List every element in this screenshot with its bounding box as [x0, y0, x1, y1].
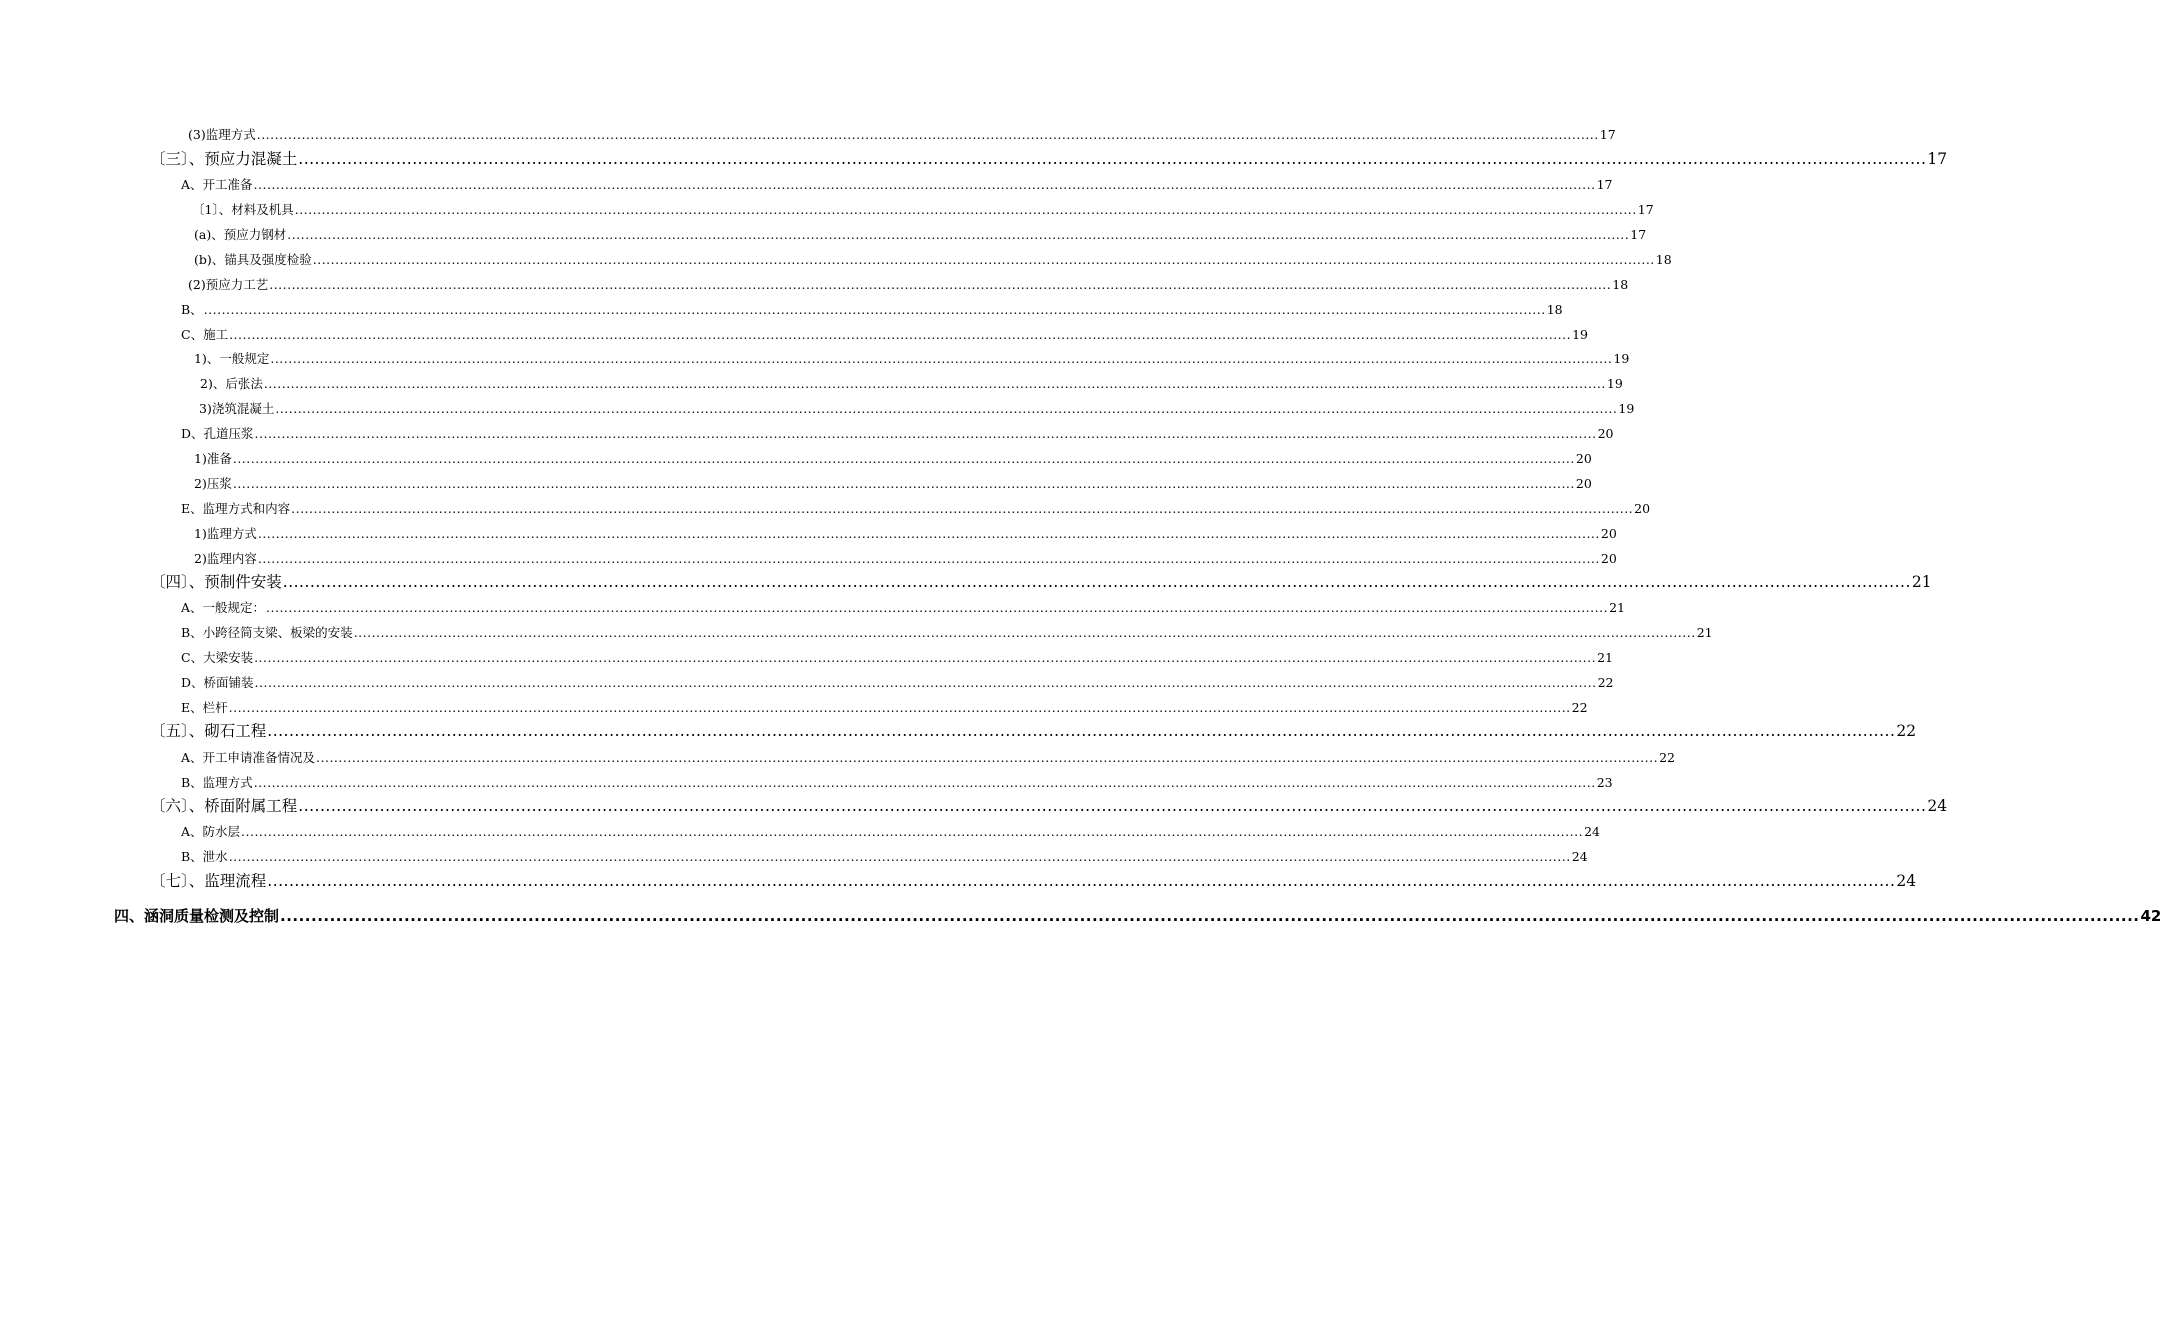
toc-entry-label: 3)浇筑混凝土	[199, 400, 275, 416]
toc-entry-page-number: 23	[1596, 774, 1613, 790]
toc-entry[interactable]	[194, 550, 1617, 566]
toc-entry[interactable]	[181, 674, 1614, 690]
toc-dot-leader: ............................................................................................................................................................................................................................................................................................................	[291, 500, 1634, 516]
toc-dot-leader: ............................................................................................................................................................................................................................................................................................................	[270, 350, 1613, 366]
toc-dot-leader: ............................................................................................................................................................................................................................................................................................................	[275, 400, 1618, 416]
toc-entry-label: C、大梁安装	[181, 649, 254, 665]
toc-entry-page-number: 17	[1630, 226, 1647, 242]
toc-entry-label: (2)预应力工艺	[188, 276, 269, 292]
toc-entry-label: 四、涵洞质量检测及控制	[114, 907, 280, 925]
toc-entry-page-number: 20	[1597, 425, 1614, 441]
toc-dot-leader: ............................................................................................................................................................................................................................................................................................................	[280, 907, 2140, 925]
toc-entry-label: 1)准备	[194, 450, 232, 466]
toc-entry-label: (a)、预应力钢材	[194, 226, 287, 242]
toc-entry[interactable]	[181, 176, 1613, 192]
toc-entry-label: 2)压浆	[194, 475, 232, 491]
toc-entry[interactable]	[188, 276, 1629, 292]
toc-entry[interactable]	[200, 375, 1623, 391]
toc-dot-leader: ............................................................................................................................................................................................................................................................................................................	[241, 823, 1584, 839]
toc-entry-label: 〔四〕、预制件安装	[150, 572, 282, 591]
toc-entry[interactable]	[194, 350, 1630, 366]
toc-entry-label: 〔五〕、砌石工程	[150, 721, 267, 740]
toc-dot-leader: ............................................................................................................................................................................................................................................................................................................	[254, 649, 1597, 665]
toc-entry[interactable]	[192, 201, 1654, 217]
toc-dot-leader: ............................................................................................................................................................................................................................................................................................................	[294, 201, 1637, 217]
toc-entry[interactable]	[181, 301, 1563, 317]
toc-dot-leader: ............................................................................................................................................................................................................................................................................................................	[232, 475, 1575, 491]
toc-dot-leader: ............................................................................................................................................................................................................................................................................................................	[228, 699, 1571, 715]
toc-entry-label: B、小跨径简支梁、板梁的安装	[181, 624, 353, 640]
toc-entry-page-number: 18	[1612, 276, 1629, 292]
toc-entry-page-number: 22	[1659, 749, 1675, 765]
toc-entry-label: 2)、后张法	[200, 375, 263, 391]
toc-dot-leader: ............................................................................................................................................................................................................................................................................................................	[269, 276, 1612, 292]
toc-entry[interactable]	[199, 400, 1635, 416]
toc-entry-label: A、开工申请准备情况及	[181, 749, 316, 765]
toc-entry[interactable]	[194, 226, 1647, 242]
toc-entry-label: (b)、锚具及强度检验	[194, 251, 312, 267]
toc-dot-leader: ............................................................................................................................................................................................................................................................................................................	[298, 149, 1927, 168]
toc-entry[interactable]	[181, 823, 1600, 839]
toc-entry-label: B、	[181, 301, 203, 317]
toc-dot-leader: ............................................................................................................................................................................................................................................................................................................	[353, 624, 1696, 640]
toc-entry-label: A、防水层	[181, 823, 241, 839]
toc-entry[interactable]	[150, 721, 1917, 740]
toc-entry[interactable]	[181, 624, 1713, 640]
toc-dot-leader: ............................................................................................................................................................................................................................................................................................................	[266, 599, 1609, 615]
toc-entry-page-number: 24	[1571, 848, 1588, 864]
toc-entry-label: 〔七〕、监理流程	[150, 871, 267, 890]
toc-entry-page-number: 17	[1637, 201, 1654, 217]
toc-entry-page-number: 20	[1634, 500, 1651, 516]
toc-entry[interactable]	[114, 907, 2161, 925]
toc-dot-leader: ............................................................................................................................................................................................................................................................................................................	[253, 774, 1596, 790]
toc-entry[interactable]	[150, 796, 1948, 815]
toc-entry[interactable]	[150, 149, 1948, 168]
toc-entry-page-number: 21	[1609, 599, 1625, 615]
toc-entry-label: E、监理方式和内容	[181, 500, 291, 516]
toc-entry-page-number: 17	[1596, 176, 1613, 192]
toc-entry-page-number: 22	[1597, 674, 1614, 690]
toc-entry-label: D、桥面铺装	[181, 674, 254, 690]
toc-entry-label: 1)、一般规定	[194, 350, 270, 366]
toc-entry[interactable]	[181, 500, 1651, 516]
toc-entry-page-number: 17	[1599, 126, 1616, 142]
toc-entry-page-number: 18	[1655, 251, 1672, 267]
toc-entry-page-number: 20	[1600, 525, 1617, 541]
toc-entry[interactable]	[194, 450, 1592, 466]
toc-entry[interactable]	[194, 475, 1592, 491]
toc-entry-page-number: 20	[1575, 450, 1592, 466]
toc-entry-page-number: 21	[1696, 624, 1713, 640]
toc-dot-leader: ............................................................................................................................................................................................................................................................................................................	[257, 525, 1600, 541]
toc-entry-label: 〔六〕、桥面附属工程	[150, 796, 298, 815]
toc-entry-label: A、一般规定：	[181, 599, 266, 615]
toc-entry[interactable]	[188, 126, 1616, 142]
toc-entry-page-number: 18	[1546, 301, 1563, 317]
toc-dot-leader: ............................................................................................................................................................................................................................................................................................................	[254, 674, 1597, 690]
toc-dot-leader: ............................................................................................................................................................................................................................................................................................................	[228, 848, 1571, 864]
toc-entry-label: D、孔道压浆	[181, 425, 254, 441]
toc-dot-leader: ............................................................................................................................................................................................................................................................................................................	[257, 550, 1600, 566]
toc-entry-page-number: 20	[1600, 550, 1617, 566]
toc-entry-page-number: 24	[1584, 823, 1600, 839]
toc-entry[interactable]	[181, 699, 1588, 715]
toc-entry-label: E、栏杆	[181, 699, 228, 715]
toc-entry[interactable]	[181, 649, 1614, 665]
toc-entry-label: C、施工	[181, 326, 229, 342]
toc-entry-label: 〔三〕、预应力混凝土	[150, 149, 298, 168]
toc-dot-leader: ............................................................................................................................................................................................................................................................................................................	[282, 572, 1911, 591]
toc-entry-label: (3)监理方式	[188, 126, 256, 142]
toc-entry-page-number: 20	[1575, 475, 1592, 491]
toc-dot-leader: ............................................................................................................................................................................................................................................................................................................	[232, 450, 1575, 466]
toc-dot-leader: ............................................................................................................................................................................................................................................................................................................	[312, 251, 1655, 267]
toc-entry-page-number: 19	[1618, 400, 1635, 416]
toc-dot-leader: ............................................................................................................................................................................................................................................................................................................	[263, 375, 1606, 391]
toc-entry-page-number: 19	[1572, 326, 1589, 342]
toc-dot-leader: ............................................................................................................................................................................................................................................................................................................	[229, 326, 1572, 342]
toc-entry[interactable]	[150, 871, 1917, 890]
toc-entry-label: 1)监理方式	[194, 525, 257, 541]
toc-entry-page-number: 21	[1911, 572, 1932, 591]
toc-dot-leader: ............................................................................................................................................................................................................................................................................................................	[267, 721, 1896, 740]
toc-dot-leader: ............................................................................................................................................................................................................................................................................................................	[316, 749, 1659, 765]
toc-entry-page-number: 22	[1571, 699, 1588, 715]
toc-entry-label: A、开工准备	[181, 176, 253, 192]
toc-entry-page-number: 17	[1927, 149, 1948, 168]
toc-entry-page-number: 19	[1606, 375, 1623, 391]
toc-dot-leader: ............................................................................................................................................................................................................................................................................................................	[298, 796, 1927, 815]
toc-entry-label: B、泄水	[181, 848, 228, 864]
toc-entry-label: 〔1〕、材料及机具	[192, 201, 294, 217]
toc-entry-label: B、监理方式	[181, 774, 253, 790]
toc-dot-leader: ............................................................................................................................................................................................................................................................................................................	[287, 226, 1630, 242]
toc-dot-leader: ............................................................................................................................................................................................................................................................................................................	[253, 176, 1596, 192]
toc-entry-page-number: 24	[1927, 796, 1948, 815]
toc-entry[interactable]	[194, 525, 1617, 541]
toc-dot-leader: ............................................................................................................................................................................................................................................................................................................	[203, 301, 1546, 317]
toc-entry-page-number: 42	[2140, 907, 2161, 925]
toc-dot-leader: ............................................................................................................................................................................................................................................................................................................	[256, 126, 1599, 142]
toc-entry[interactable]	[150, 572, 1932, 591]
toc-entry[interactable]	[181, 848, 1588, 864]
toc-entry-page-number: 24	[1896, 871, 1917, 890]
toc-entry-label: 2)监理内容	[194, 550, 257, 566]
toc-entry-page-number: 19	[1613, 350, 1630, 366]
toc-dot-leader: ............................................................................................................................................................................................................................................................................................................	[254, 425, 1597, 441]
toc-entry[interactable]	[181, 599, 1625, 615]
toc-entry[interactable]	[194, 251, 1672, 267]
toc-entry-page-number: 21	[1597, 649, 1614, 665]
toc-entry[interactable]	[181, 326, 1589, 342]
toc-entry[interactable]	[181, 749, 1675, 765]
toc-entry[interactable]	[181, 774, 1613, 790]
toc-dot-leader: ............................................................................................................................................................................................................................................................................................................	[267, 871, 1896, 890]
toc-entry-page-number: 22	[1896, 721, 1917, 740]
toc-entry[interactable]	[181, 425, 1614, 441]
